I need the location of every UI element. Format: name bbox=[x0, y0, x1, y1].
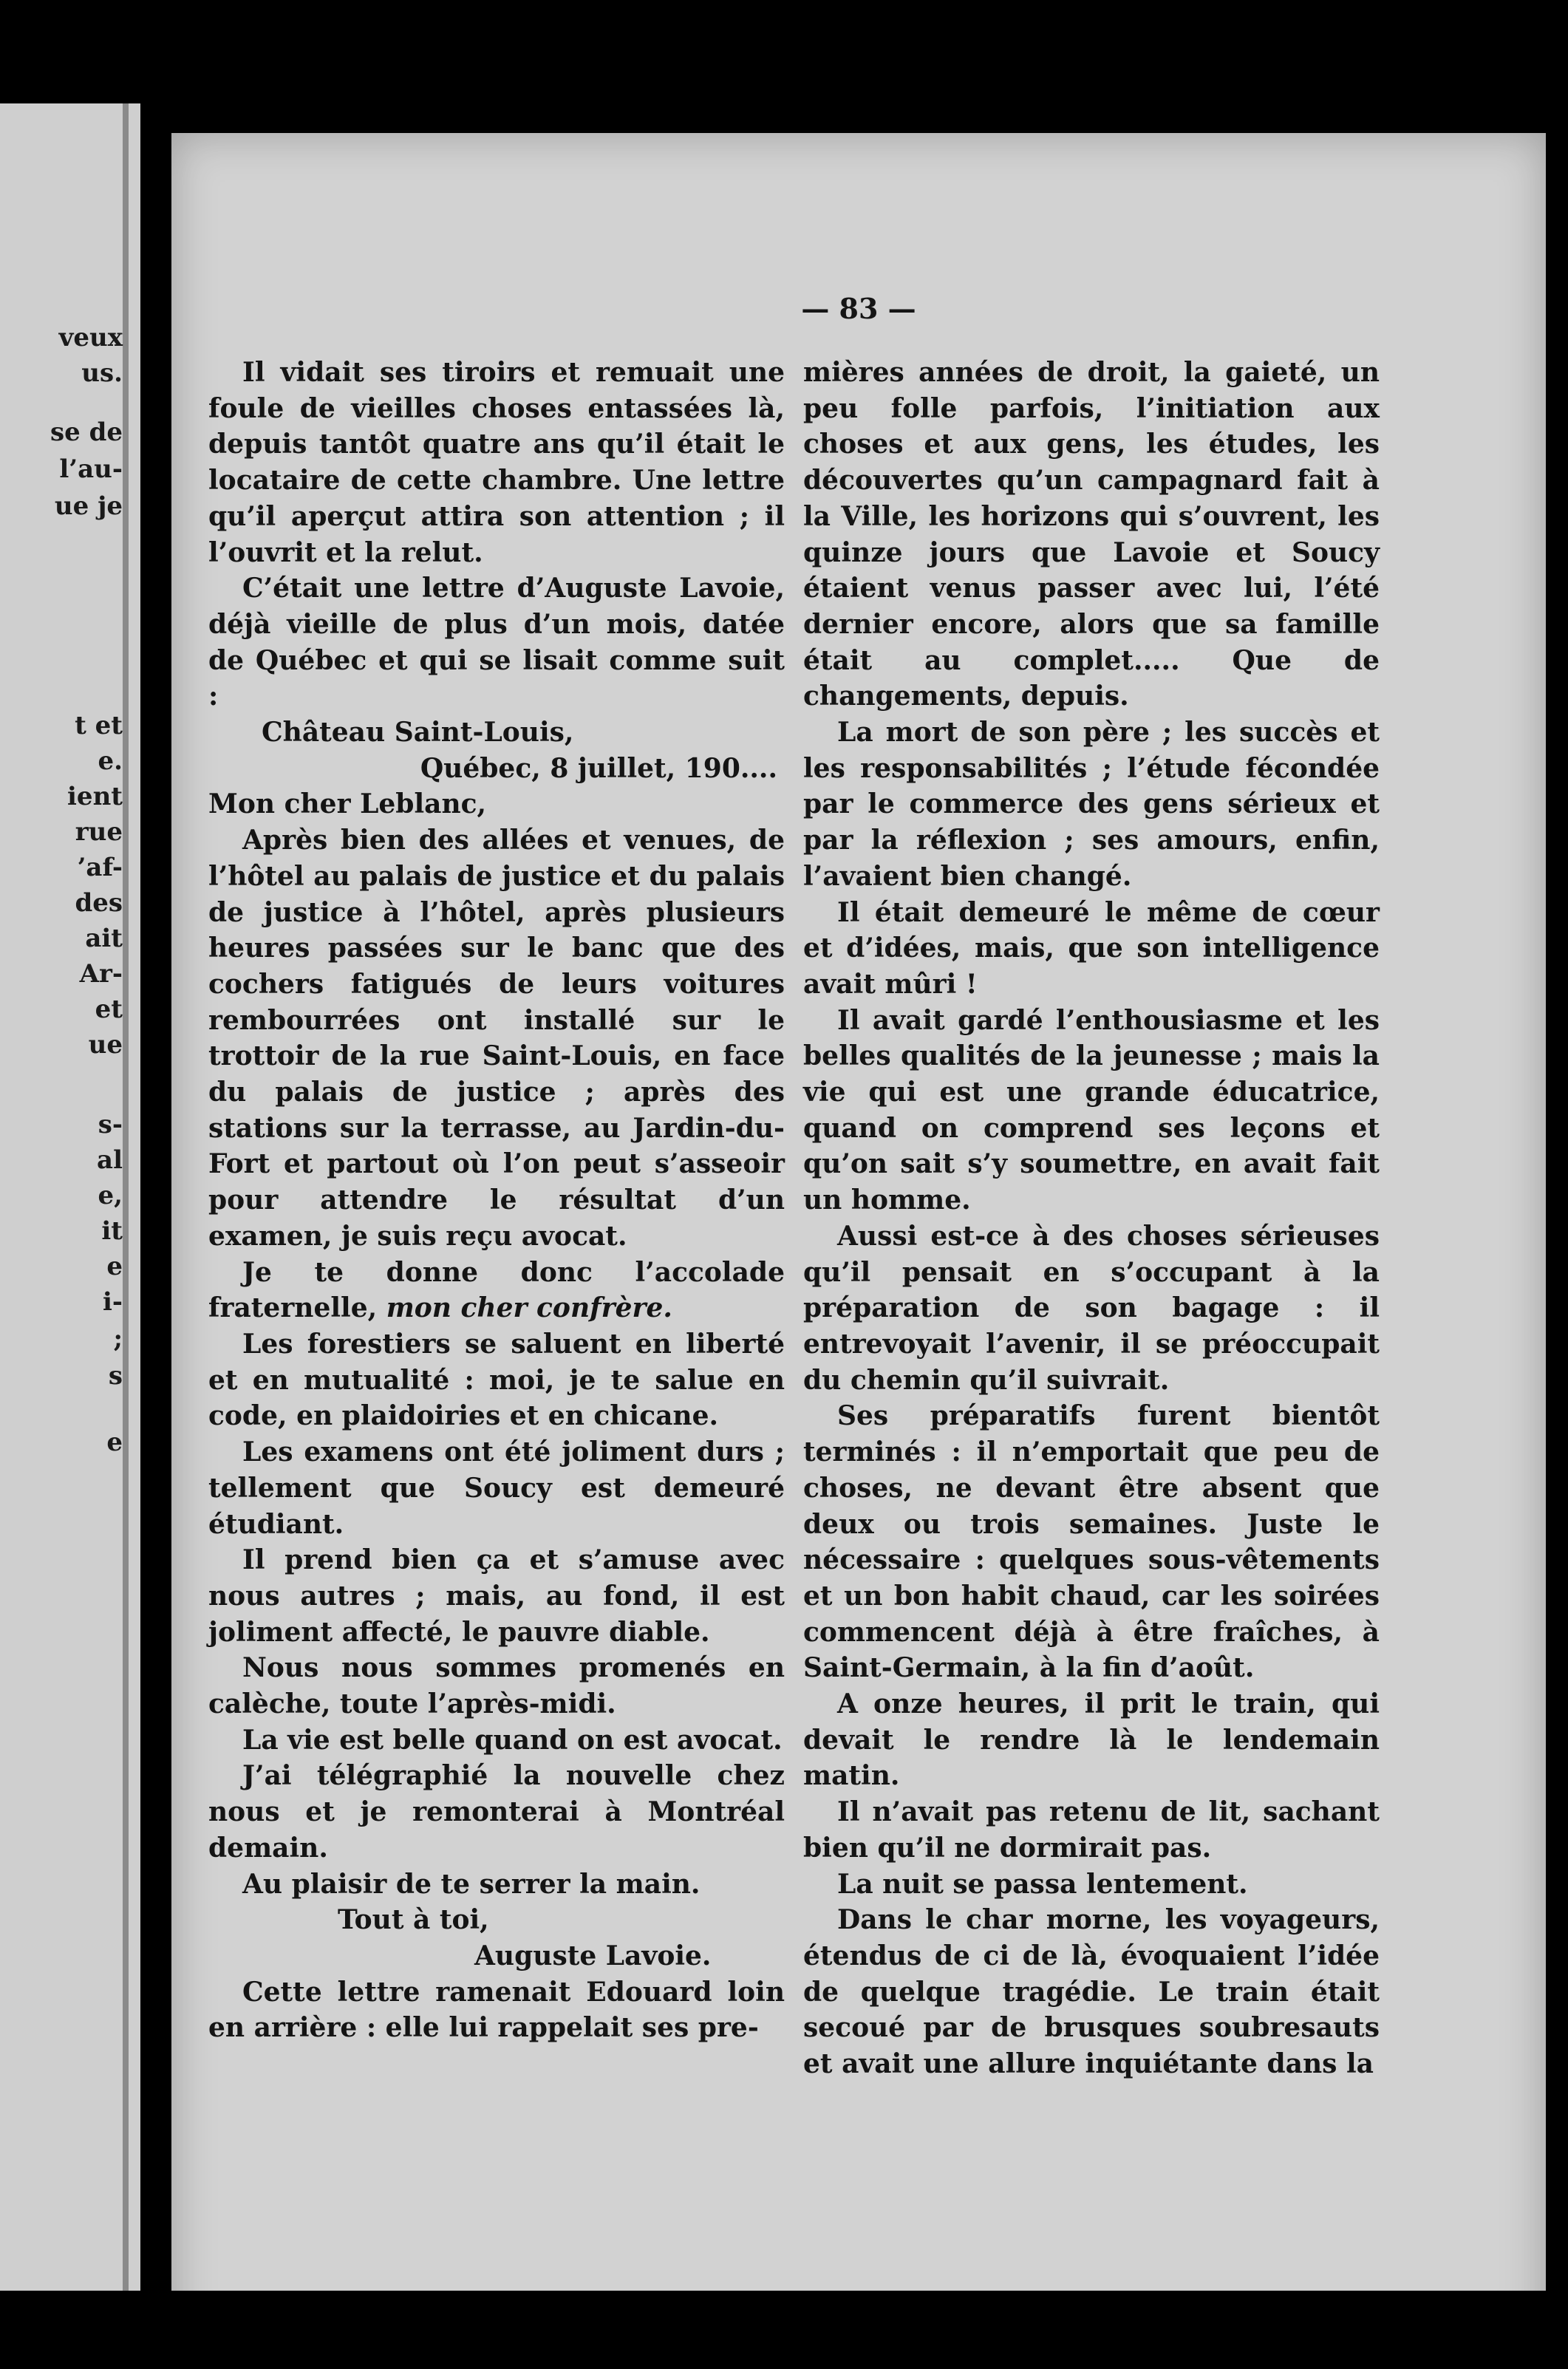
left-text-column bbox=[208, 355, 785, 2046]
paragraph-text: Je te donne donc l’accolade fraternelle, bbox=[208, 1256, 785, 1324]
paragraph: Après bien des allées et venues, de l’hôtel au palais de justice et du palais de justice à l’hôtel, après plusieurs heures passées sur le banc que des cochers fatigués de leurs voitures rembourrées ont installé sur le trottoir de la rue Saint-Louis, en face du palais de justice ; après des stations sur la terrasse, au Jardin-du-Fort et partout où l’on peut s’asseoir pour attendre le résultat d’un examen, je suis reçu avocat. bbox=[208, 825, 785, 1252]
paragraph bbox=[208, 1255, 785, 1326]
letter-salutation: Mon cher Leblanc, bbox=[208, 788, 487, 820]
right-text-column bbox=[803, 355, 1380, 2082]
left-fragment: se de bbox=[50, 417, 123, 447]
italic-text: mon cher confrère. bbox=[386, 1292, 672, 1324]
left-fragment: ue bbox=[88, 1030, 123, 1060]
paragraph: Il n’avait pas retenu de lit, sachant bien qu’il ne dormirait pas. bbox=[803, 1796, 1380, 1864]
paragraph: J’ai télégraphié la nouvelle chez nous et je remonterai à Montréal demain. bbox=[208, 1760, 785, 1864]
paragraph: Aussi est-ce à des choses sérieuses qu’il pensait en s’occupant à la préparation de son bagage : il entrevoyait l’avenir, il se préoccupait du chemin qu’il suivrait. bbox=[803, 1220, 1380, 1396]
left-fragment: veux bbox=[58, 323, 123, 352]
left-fragment: ’af- bbox=[77, 853, 123, 882]
page-gutter-shadow bbox=[123, 103, 129, 2291]
left-fragment: ait bbox=[85, 924, 123, 953]
left-fragment: rue bbox=[75, 817, 123, 847]
left-fragment: it bbox=[101, 1216, 123, 1246]
left-fragment: ; bbox=[113, 1324, 123, 1354]
book-page bbox=[171, 133, 1546, 2342]
page-number: — 83 — bbox=[801, 292, 916, 325]
left-fragment: des bbox=[75, 888, 123, 918]
left-fragment: us. bbox=[81, 358, 123, 388]
paragraph: La vie est belle quand on est avocat. bbox=[242, 1724, 783, 1756]
paragraph: Il était demeuré le même de cœur et d’idées, mais, que son intelligence avait mûri ! bbox=[803, 896, 1380, 1000]
left-fragment: s bbox=[108, 1361, 123, 1391]
left-page-edge bbox=[0, 103, 140, 2291]
left-page-text-fragments bbox=[0, 103, 123, 2291]
paragraph: mières années de droit, la gaieté, un peu folle parfois, l’initiation aux choses et aux gens, les études, les découvertes qu’un campagnard fait à la Ville, les horizons qui s’ouvrent, les quinze jours que Lavoie et Soucy étaient venus passer avec lui, l’été dernier encore, alors que sa famille était au complet..... Que de changements, depuis. bbox=[803, 357, 1380, 712]
paragraph: Il vidait ses tiroirs et remuait une foule de vieilles choses entassées là, depuis tantôt quatre ans qu’il était le locataire de cette chambre. Une lettre qu’il aperçut attira son attention ; il l’ouvrit et la relut. bbox=[208, 357, 785, 568]
left-fragment: ue je bbox=[54, 491, 123, 521]
letter-place: Château Saint-Louis, bbox=[262, 717, 574, 749]
left-fragment: t et bbox=[75, 711, 123, 740]
left-fragment: i- bbox=[102, 1287, 123, 1317]
paragraph: Cette lettre ramenait Edouard loin en arrière : elle lui rappelait ses pre- bbox=[208, 1976, 785, 2044]
left-fragment: Ar- bbox=[79, 959, 123, 989]
paragraph: Dans le char morne, les voyageurs, étendus de ci de là, évoquaient l’idée de quelque tragédie. Le train était secoué par de brusques soubresauts et avait une allure inquiétante dans la bbox=[803, 1904, 1380, 2080]
paragraph: Nous nous sommes promenés en calèche, toute l’après-midi. bbox=[208, 1652, 785, 1720]
paragraph: Il prend bien ça et s’amuse avec nous autres ; mais, au fond, il est joliment affecté, le pauvre diable. bbox=[208, 1544, 785, 1648]
paragraph: A onze heures, il prit le train, qui devait le rendre là le lendemain matin. bbox=[803, 1688, 1380, 1792]
left-fragment: e, bbox=[98, 1181, 123, 1210]
left-fragment: e. bbox=[98, 746, 123, 776]
paragraph: La mort de son père ; les succès et les responsabilités ; l’étude fécondée par le commerce des gens sérieux et par la réflexion ; ses amours, enfin, l’avaient bien changé. bbox=[803, 717, 1380, 892]
left-fragment: et bbox=[95, 995, 123, 1024]
paragraph: Les forestiers se saluent en liberté et en mutualité : moi, je te salue en code, en plaidoiries et en chicane. bbox=[208, 1328, 785, 1432]
letter-closing: Tout à toi, bbox=[338, 1904, 489, 1936]
left-fragment: s- bbox=[98, 1110, 123, 1139]
paragraph: Les examens ont été joliment durs ; tellement que Soucy est demeuré étudiant. bbox=[208, 1436, 785, 1540]
letter-date: Québec, 8 juillet, 190.... bbox=[420, 752, 777, 784]
paragraph: Ses préparatifs furent bientôt terminés : il n’emportait que peu de choses, ne devant être absent que deux ou trois semaines. Juste le nécessaire : quelques sous-vêtements et un bon habit chaud, car les soirées commencent déjà à être fraîches, à Saint-Germain, à la fin d’août. bbox=[803, 1400, 1380, 1684]
left-fragment: e bbox=[106, 1252, 123, 1281]
paragraph: La nuit se passa lentement. bbox=[837, 1868, 1248, 1900]
paragraph: Au plaisir de te serrer la main. bbox=[242, 1868, 701, 1900]
paragraph: C’était une lettre d’Auguste Lavoie, déjà vieille de plus d’un mois, datée de Québec et qui se lisait comme suit : bbox=[208, 573, 785, 712]
left-fragment: ient bbox=[67, 782, 123, 811]
scan-border bbox=[171, 2291, 1546, 2369]
left-fragment: l’au- bbox=[59, 454, 123, 484]
letter-signature: Auguste Lavoie. bbox=[474, 1940, 712, 1971]
left-fragment: al bbox=[97, 1145, 123, 1175]
left-fragment: e bbox=[106, 1428, 123, 1457]
paragraph: Il avait gardé l’enthousiasme et les belles qualités de la jeunesse ; mais la vie qui est une grande éducatrice, quand on comprend ses leçons et qu’on sait s’y soumettre, en avait fait un homme. bbox=[803, 1004, 1380, 1216]
